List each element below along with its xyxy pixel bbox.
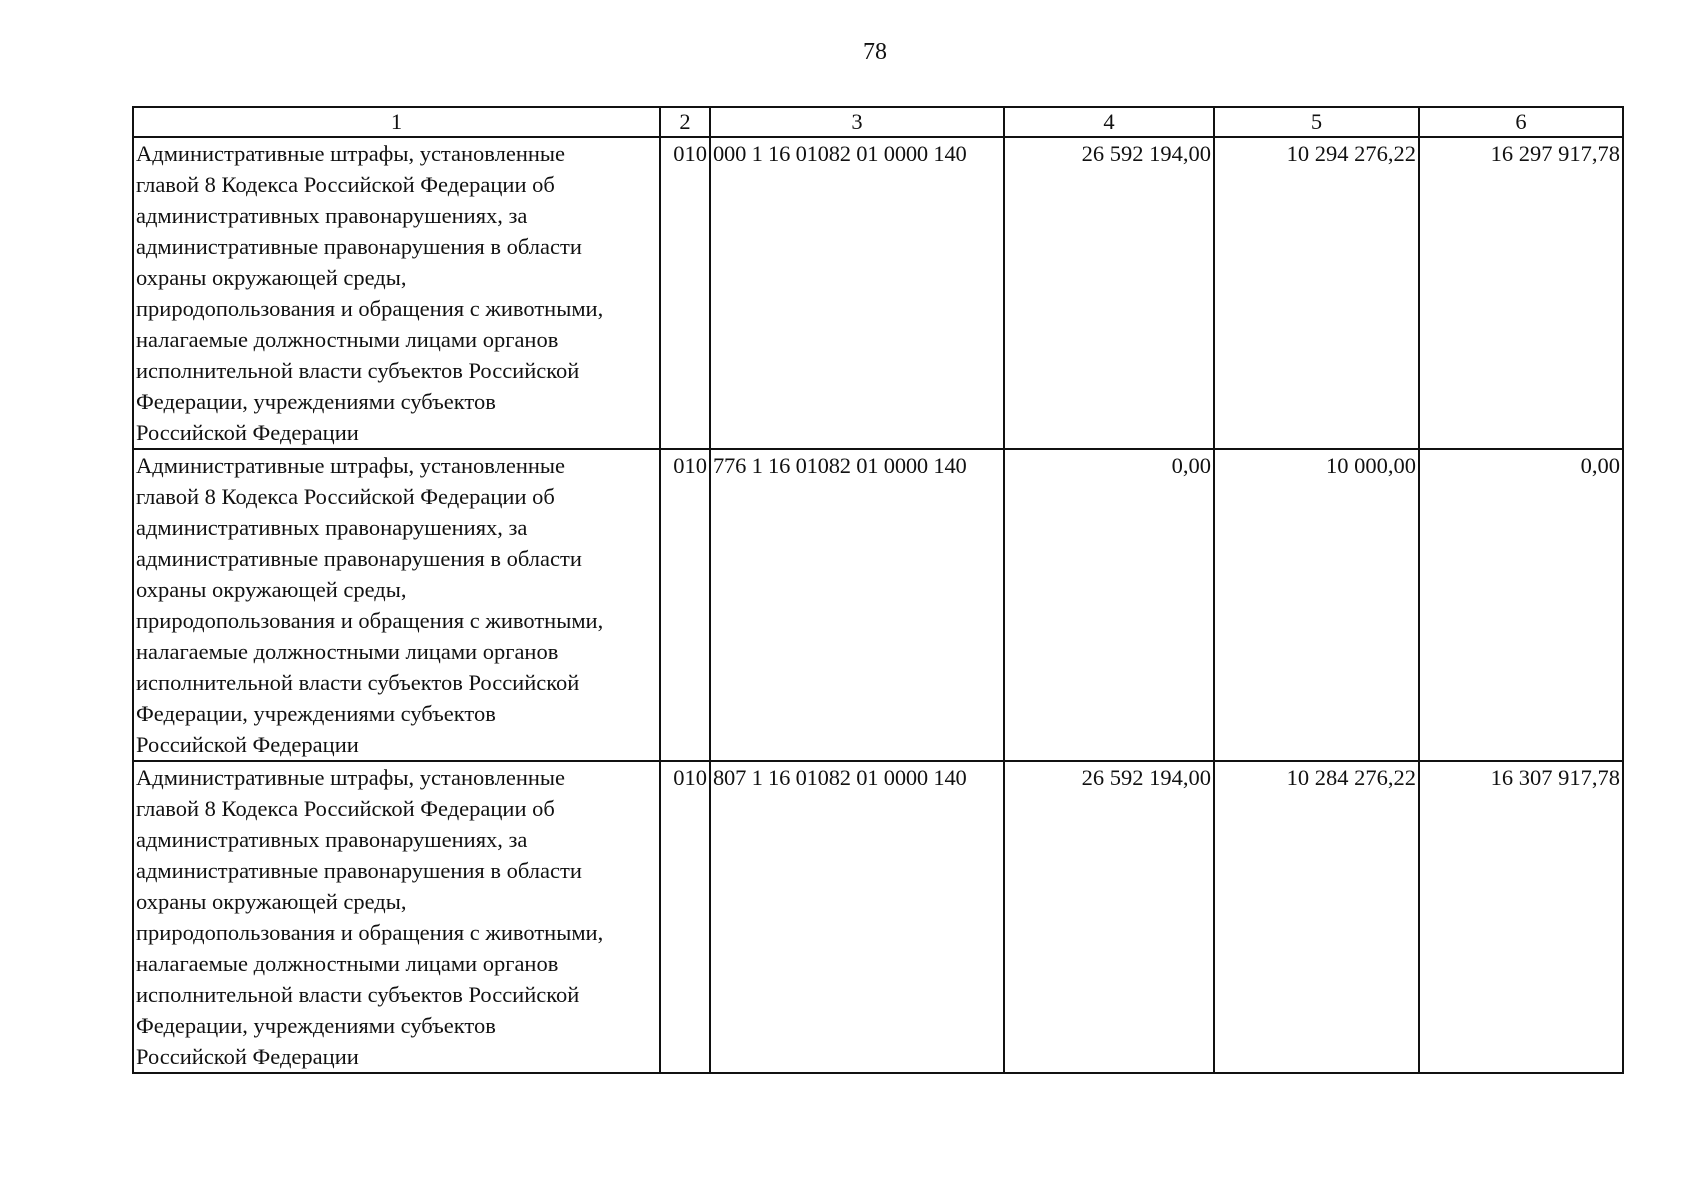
income-name-line: исполнительной власти субъектов Российской [136, 670, 580, 695]
table-row [133, 137, 1623, 449]
column-header-4: 4 [1004, 107, 1214, 137]
income-name-cell [133, 449, 660, 761]
income-name-cell [133, 761, 660, 1073]
line-code-cell: 010 [660, 449, 710, 761]
income-name-line: Российской Федерации [136, 420, 359, 445]
column-header-1: 1 [133, 107, 660, 137]
income-name-line: природопользования и обращения с животными, [136, 608, 604, 633]
income-name-line: природопользования и обращения с животными, [136, 920, 604, 945]
income-name-line: природопользования и обращения с животными, [136, 296, 604, 321]
income-name-line: административные правонарушения в области [136, 234, 582, 259]
income-name-line: налагаемые должностными лицами органов [136, 639, 559, 664]
page-number: 78 [863, 39, 887, 65]
income-name-line: Российской Федерации [136, 732, 359, 757]
income-name-line: налагаемые должностными лицами органов [136, 327, 559, 352]
table-header-row [133, 107, 1623, 137]
income-name-line: Федерации, учреждениями субъектов [136, 389, 496, 414]
income-name-line: охраны окружающей среды, [136, 577, 407, 602]
amount-col5-cell: 10 000,00 [1214, 449, 1419, 761]
line-code-cell: 010 [660, 137, 710, 449]
amount-col4-cell: 26 592 194,00 [1004, 137, 1214, 449]
income-name-cell [133, 137, 660, 449]
table-row [133, 449, 1623, 761]
amount-col5-cell: 10 294 276,22 [1214, 137, 1419, 449]
income-name-line: исполнительной власти субъектов Российской [136, 358, 580, 383]
income-name-line: налагаемые должностными лицами органов [136, 951, 559, 976]
amount-col6-cell: 0,00 [1419, 449, 1623, 761]
income-code-cell: 807 1 16 01082 01 0000 140 [710, 761, 1004, 1073]
table-row [133, 761, 1623, 1073]
income-name-line: главой 8 Кодекса Российской Федерации об [136, 484, 555, 509]
column-header-5: 5 [1214, 107, 1419, 137]
income-name-line: административных правонарушениях, за [136, 515, 528, 540]
income-name-line: Административные штрафы, установленные [136, 141, 566, 166]
income-name-line: Административные штрафы, установленные [136, 453, 566, 478]
report-table [132, 106, 1624, 1074]
income-name-line: Федерации, учреждениями субъектов [136, 1013, 496, 1038]
column-header-6: 6 [1419, 107, 1623, 137]
income-name-line: административные правонарушения в области [136, 858, 582, 883]
income-name-line: исполнительной власти субъектов Российской [136, 982, 580, 1007]
income-name-line: главой 8 Кодекса Российской Федерации об [136, 796, 555, 821]
income-name-line: охраны окружающей среды, [136, 265, 407, 290]
income-name-line: Административные штрафы, установленные [136, 765, 566, 790]
amount-col4-cell: 26 592 194,00 [1004, 761, 1214, 1073]
income-name-line: Федерации, учреждениями субъектов [136, 701, 496, 726]
amount-col6-cell: 16 307 917,78 [1419, 761, 1623, 1073]
income-name-line: Российской Федерации [136, 1044, 359, 1069]
amount-col4-cell: 0,00 [1004, 449, 1214, 761]
column-header-2: 2 [660, 107, 710, 137]
income-name-line: административных правонарушениях, за [136, 827, 528, 852]
income-name-line: административные правонарушения в области [136, 546, 582, 571]
income-code-cell: 776 1 16 01082 01 0000 140 [710, 449, 1004, 761]
income-code-cell: 000 1 16 01082 01 0000 140 [710, 137, 1004, 449]
income-name-line: главой 8 Кодекса Российской Федерации об [136, 172, 555, 197]
income-name-line: административных правонарушениях, за [136, 203, 528, 228]
income-name-line: охраны окружающей среды, [136, 889, 407, 914]
column-header-3: 3 [710, 107, 1004, 137]
amount-col6-cell: 16 297 917,78 [1419, 137, 1623, 449]
amount-col5-cell: 10 284 276,22 [1214, 761, 1419, 1073]
line-code-cell: 010 [660, 761, 710, 1073]
